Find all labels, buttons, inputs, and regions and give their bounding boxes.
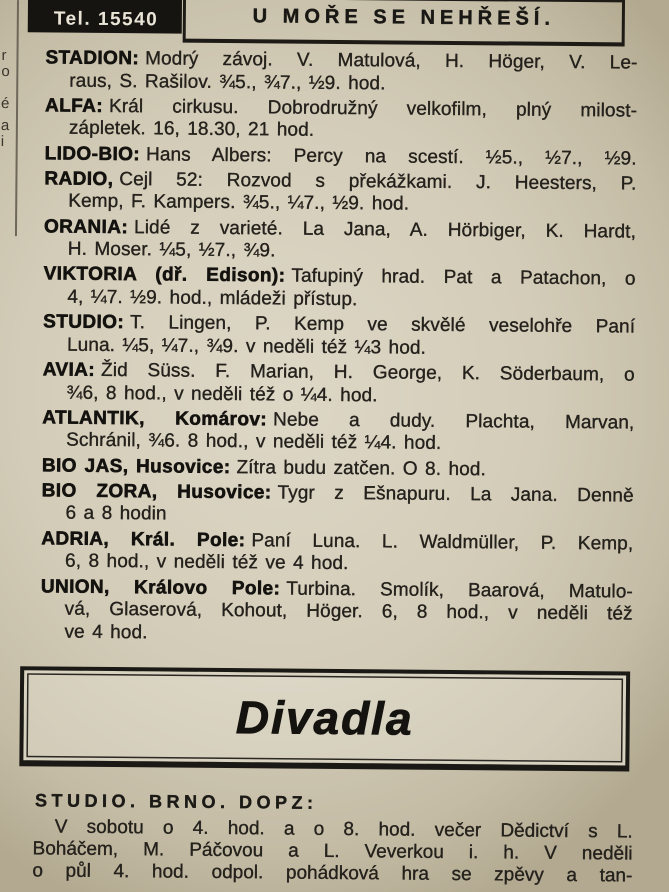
listing-atlantik <box>42 407 634 457</box>
listing-text: Král cirkusu. Dobrodružný velkofilm, plný milost- <box>108 95 638 122</box>
listing-bio-jas <box>42 455 634 483</box>
listing-line: Luna. ¼5, ¼7., ¾9. v neděli též ¼3 hod. <box>66 334 427 359</box>
listing-text: Hans Albers: Percy na scestí. ½5., ½7., ½9. <box>145 143 637 170</box>
listing-text: Tafupiný hrad. Pat a Patachon, o <box>291 266 636 291</box>
listing-alfa <box>45 95 637 145</box>
phone-banner <box>28 0 182 34</box>
cinema-name: BIO JAS, Husovice: <box>41 455 231 478</box>
cinema-name: STUDIO: <box>43 311 125 334</box>
listing-line: zápletek. 16, 18.30, 21 hod. <box>68 117 315 142</box>
listing-line: Kemp, F. Kampers. ¾5., ¼7., ½9. hod. <box>68 190 410 215</box>
cinema-name: STADION: <box>45 47 140 70</box>
theatre-title: STUDIO. BRNO. DOPZ: <box>34 790 318 813</box>
listing-line: H. Moser. ¼5, ½7., ¾9. <box>67 238 276 262</box>
theatre-listing <box>32 816 633 887</box>
cinema-name: ORANIA: <box>43 216 129 238</box>
listing-line: ve 4 hod. <box>64 621 148 643</box>
listing-text: Zítra budu zatčen. O 8. hod. <box>236 456 486 480</box>
listing-line: 6 a 8 hodin <box>65 503 167 525</box>
theatre-line: V sobotu o 4. hod. a o 8. hod. večer Dědictví s L. <box>54 816 633 843</box>
listing-radio <box>44 168 636 218</box>
cinema-name: LIDO-BIO: <box>44 142 141 165</box>
listing-bio-zora <box>41 480 633 530</box>
listing-avia <box>42 359 634 409</box>
listing-line: raus, S. Rašilov. ¾5., ¾7., ½9. hod. <box>69 70 386 94</box>
listing-text: Žid Süss. F. Marian, H. George, K. Söderbaum, o <box>100 359 635 386</box>
listing-lido-bio <box>45 143 637 171</box>
margin-fragment: o <box>1 63 10 81</box>
cinema-name: BIO ZORA, Husovice: <box>41 480 272 504</box>
listing-line <box>42 455 634 483</box>
cinema-name: VIKTORIA (dř. Edison): <box>43 263 286 287</box>
cinema-name: ADRIA, Král. Pole: <box>41 528 246 551</box>
cinema-name: ALFA: <box>44 95 104 117</box>
headline-text: U MOŘE SE NEHŘEŠÍ. <box>252 5 556 30</box>
cinema-name: RADIO, <box>44 168 114 190</box>
section-heading: Divadla <box>235 691 414 745</box>
listing-text: Modrý závoj. V. Matulová, H. Höger, V. Le- <box>145 48 638 74</box>
listing-text: Paní Luna. L. Waldmüller, P. Kemp, <box>251 529 634 555</box>
section-heading-box <box>19 666 630 771</box>
theatre-line: Boháčem, M. Páčovou a L. Veverkou i. h. V neděli <box>32 838 633 865</box>
listing-union <box>40 576 633 649</box>
listing-stadion <box>45 47 637 97</box>
listing-text: Turbina. Smolík, Baarová, Matulo- <box>286 578 633 603</box>
cinema-name: ATLANTIK, Komárov: <box>42 407 268 431</box>
listing-orania <box>44 216 636 266</box>
listing-line: Schránil, ¾6. 8 hod., v neděli též ¼4. hod. <box>66 429 442 455</box>
cinema-name: AVIA: <box>42 359 96 381</box>
headline-box <box>183 0 625 46</box>
listing-line <box>45 143 637 171</box>
listing-text: Lidé z varieté. La Jana, A. Hörbiger, K. Hardt, <box>134 216 637 243</box>
phone-number: Tel. 15540 <box>53 8 159 31</box>
listing-text: Tygr z Ešnapuru. La Jana. Denně <box>277 482 634 507</box>
margin-fragment: r <box>1 47 7 65</box>
margin-fragment: a <box>0 117 10 135</box>
cinema-listings <box>40 47 637 651</box>
cinema-name: UNION, Královo Pole: <box>40 575 281 600</box>
column-rule <box>15 0 19 236</box>
listing-text: T. Lingen, P. Kemp ve skvělé veselohře Paní <box>130 312 636 338</box>
margin-fragment: i <box>0 133 5 151</box>
listing-studio <box>43 312 635 362</box>
margin-fragment: é <box>1 95 10 113</box>
listing-text: Cejl 52: Rozvod s překážkami. J. Heesters, P. <box>119 168 637 195</box>
listing-line: 6, 8 hod., v neděli též ve 4 hod. <box>65 550 349 575</box>
listing-line: ¾6, 8 hod., v neděli též o ¼4. hod. <box>66 382 378 406</box>
listing-line: 4, ¼7. ½9. hod., mládeži přístup. <box>67 286 358 311</box>
listing-viktoria <box>43 264 635 314</box>
listing-adria <box>41 528 633 578</box>
listing-line: vá, Glaserová, Kohout, Höger. 6, 8 hod., v neděli též <box>64 598 633 625</box>
theatre-line: o půl 4. hod. odpol. pohádková hra se zpěvy a tan- <box>32 860 633 887</box>
listing-text: Nebe a dudy. Plachta, Marvan, <box>273 409 635 434</box>
